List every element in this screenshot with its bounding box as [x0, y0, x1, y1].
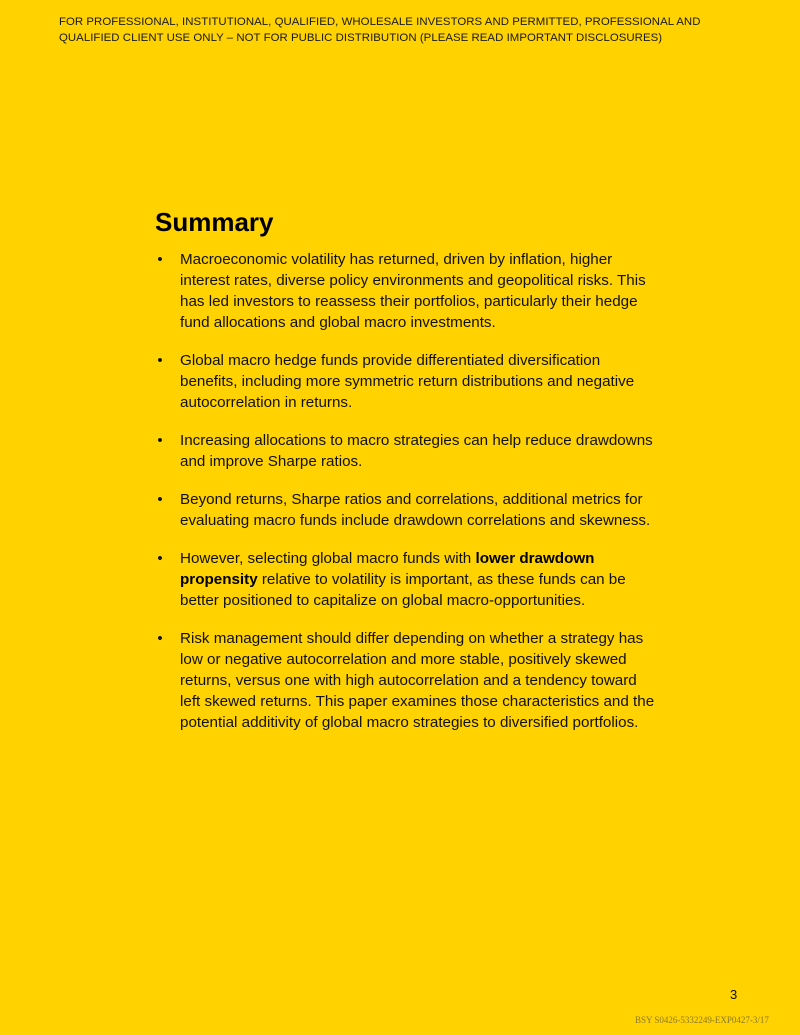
document-code: BSY S0426-5332249-EXP0427-3/17	[635, 1015, 769, 1025]
summary-bullet-list	[155, 249, 655, 733]
bullet-dot-icon: •	[157, 630, 163, 647]
bullet-dot-icon: •	[157, 550, 163, 567]
bullet-text: Beyond returns, Sharpe ratios and correlations, additional metrics for evaluating macro funds include drawdown correlations and skewness.	[180, 491, 651, 529]
bullet-text-before: However, selecting global macro funds with	[180, 550, 476, 567]
distribution-disclaimer: FOR PROFESSIONAL, INSTITUTIONAL, QUALIFIED, WHOLESALE INVESTORS AND PERMITTED, PROFESSIONAL AND QUALIFIED CLIENT USE ONLY – NOT FOR PUBLIC DISTRIBUTION (PLEASE READ IMPORTANT DISCLOSURES)	[59, 16, 701, 44]
bullet-item	[155, 430, 655, 472]
bullet-text-bold: lower drawdown propensity	[180, 550, 595, 588]
page-number: 3	[730, 987, 738, 1002]
summary-section	[155, 205, 655, 750]
bullet-item	[155, 350, 655, 413]
summary-title: Summary	[155, 207, 274, 237]
bullet-text: Global macro hedge funds provide differentiated diversification benefits, including more symmetric return distributions and negative autocorrelation in returns.	[180, 352, 635, 411]
bullet-dot-icon: •	[157, 352, 163, 369]
bullet-text-after: relative to volatility is important, as these funds can be better positioned to capitalize on global macro-opportunities.	[180, 571, 626, 609]
bullet-text: Increasing allocations to macro strategies can help reduce drawdowns and improve Sharpe ratios.	[180, 432, 653, 470]
bullet-text: Macroeconomic volatility has returned, driven by inflation, higher interest rates, diverse policy environments and geopolitical risks. This has led investors to reassess their portfolios, particularly their hedge fund allocations and global macro investments.	[180, 251, 646, 331]
bullet-item	[155, 489, 655, 531]
bullet-dot-icon: •	[157, 491, 163, 508]
bullet-dot-icon: •	[157, 432, 163, 449]
bullet-item	[155, 628, 655, 733]
bullet-dot-icon: •	[157, 251, 163, 268]
bullet-item	[155, 548, 655, 611]
bullet-item	[155, 249, 655, 333]
bullet-text: Risk management should differ depending on whether a strategy has low or negative autocorrelation and more stable, positively skewed returns, versus one with high autocorrelation and a tendency toward left skewed returns. This paper examines those characteristics and the potential additivity of global macro strategies to diversified portfolios.	[180, 630, 655, 731]
